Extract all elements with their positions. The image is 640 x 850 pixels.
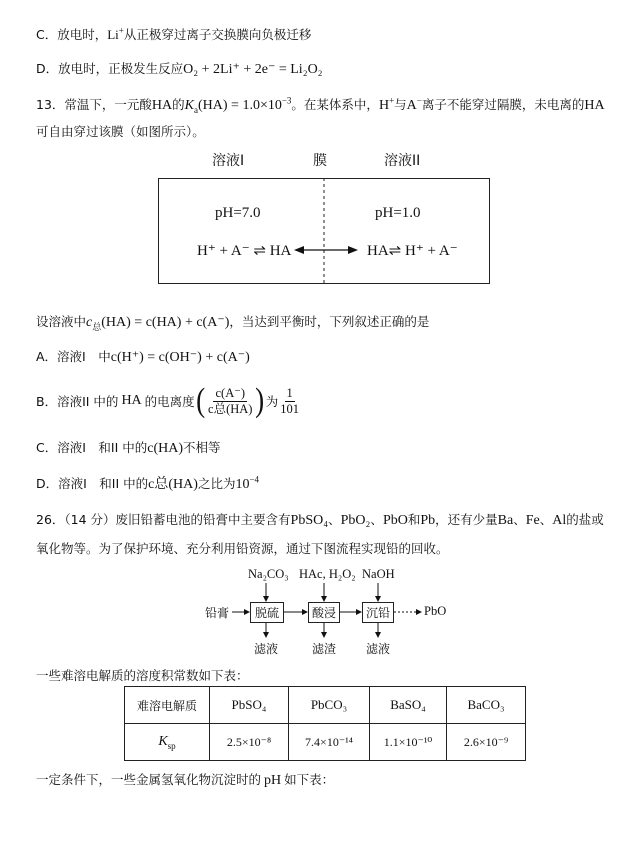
q12-option-d: D．放电时，正极发生反应O₂ + 2Li⁺ + 2e⁻ = Li₂O₂: [36, 61, 323, 77]
output-filtrate-1: 滤液: [254, 642, 279, 656]
ksp-table: [124, 686, 526, 761]
q26-stem-line2: 氧化物等。为了保护环境、充分利用铅资源，通过下图流程实现铅的回收。: [36, 541, 449, 556]
reagent-hac-h2o2: HAc, H₂O₂: [299, 567, 356, 581]
ph-solution-2: pH=1.0: [375, 205, 421, 221]
ph-solution-1: pH=7.0: [215, 205, 261, 221]
q26-stem-line1: 26．（14 分）废旧铅蓄电池的铅膏中主要含有PbSO₄、PbO₂、PbO和Pb，还有少量Ba、Fe、Al的盐或: [36, 512, 604, 528]
cathode-equation: O₂ + 2Li⁺ + 2e⁻ = Li₂O₂: [183, 62, 323, 77]
step-precipitate-lead: 沉铅: [362, 602, 394, 623]
table-cell: 1.1×10⁻¹⁰: [370, 724, 447, 761]
step-acid-leach: 酸浸: [308, 602, 340, 623]
figure-label-solution-2: 溶液II: [384, 153, 421, 169]
table-cell: 7.4×10⁻¹⁴: [289, 724, 370, 761]
table-row: [125, 724, 526, 761]
figure-label-solution-1: 溶液I: [212, 153, 245, 169]
answer-fraction: $\frac{1}{101}$: [280, 385, 300, 416]
q13-setup: 设溶液中$c_总(HA) = c(HA) + c(A^-)$，当达到平衡时，下列叙述正确的是: [36, 314, 430, 332]
q13-stem-line2: 可自由穿过该膜（如图所示）。: [36, 124, 205, 139]
table-header: PbSO₄: [210, 687, 289, 724]
output-filtrate-2: 滤液: [366, 642, 391, 656]
equilibrium-solution-2: HA⇌ H⁺ + A⁻: [367, 243, 458, 259]
q13-stem-line1: 13．常温下，一元酸HA的$K_a(HA) = 1.0\times 10^{-3}$。在某体系中，H+与A−离子不能穿过隔膜，未电离的HA: [36, 95, 605, 115]
q13-option-d: D．溶液I 和II 中的c总(HA)之比为$10^{-4}$: [36, 474, 260, 492]
equilibrium-solution-1: H⁺ + A⁻ ⇌ HA: [197, 243, 292, 259]
table-cell: 2.6×10⁻⁹: [447, 724, 526, 761]
output-pbo: PbO: [424, 604, 447, 618]
table-header: BaCO₃: [447, 687, 526, 724]
reagent-na2co3: Na₂CO₃: [248, 567, 289, 581]
table-header-row: [125, 687, 526, 724]
step-desulfurization: 脱硫: [250, 602, 284, 623]
q13-option-c: C．溶液I 和II 中的c(HA)不相等: [36, 440, 221, 456]
figure-label-membrane: 膜: [313, 153, 327, 169]
reagent-naoh: NaOH: [362, 567, 395, 581]
q13-option-a: A．溶液I 中c(H⁺) = c(OH⁻) + c(A⁻): [36, 349, 250, 365]
ionization-fraction: $\frac{c(A^-)}{\text{c总(HA)}}$: [208, 385, 253, 416]
output-residue: 滤渣: [312, 642, 337, 656]
li-ion: Li+: [107, 25, 124, 42]
ksp-label: $K_{sp}$: [125, 724, 210, 761]
table-header: 难溶电解质: [125, 687, 210, 724]
table-header: BaSO₄: [370, 687, 447, 724]
q13-option-b: B．溶液II 中的 HA 的电离度 ( $\frac{c(A^-)}{\text{c总(HA)}}$ ) 为 $\frac{1}{101}$: [36, 382, 300, 419]
table-header: PbCO₃: [289, 687, 370, 724]
input-lead-paste: 铅膏: [205, 606, 230, 620]
ksp-intro: 一些难溶电解质的溶度积常数如下表：: [36, 668, 249, 683]
q12-option-c: C．放电时，Li+从正极穿过离子交换膜向负极迁移: [36, 25, 312, 42]
ph-intro: 一定条件下，一些金属氢氧化物沉淀时的 pH 如下表：: [36, 772, 335, 788]
table-cell: 2.5×10⁻⁸: [210, 724, 289, 761]
